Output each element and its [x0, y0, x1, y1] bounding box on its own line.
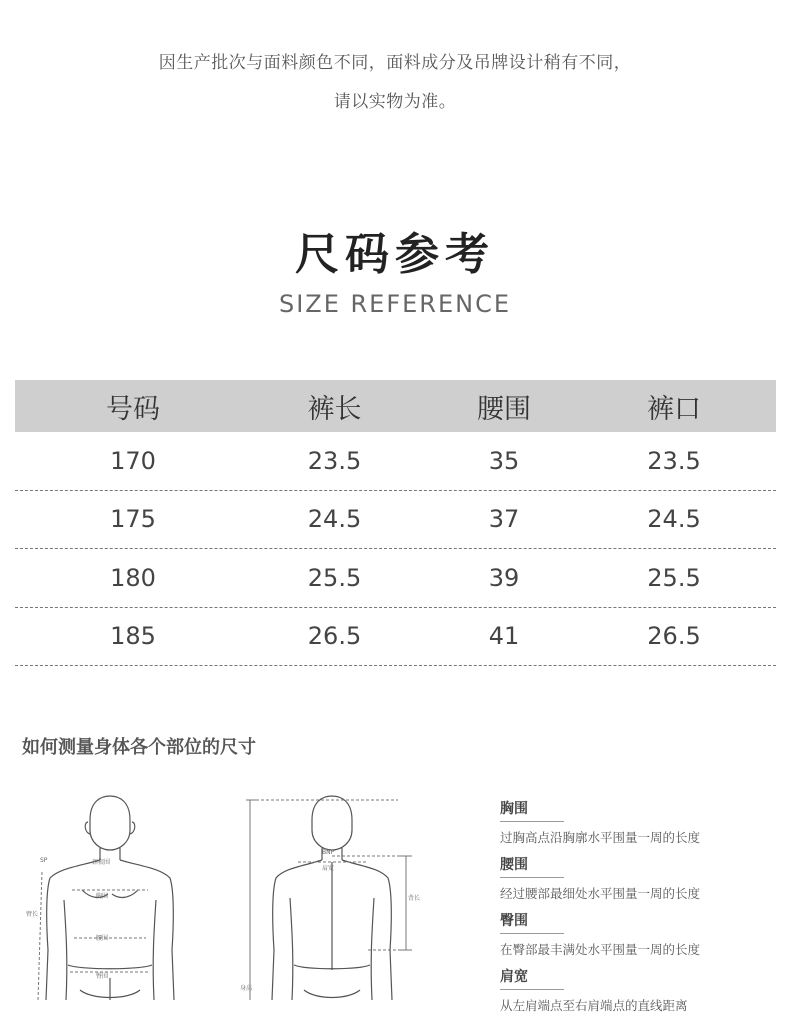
cell-length: 26.5 — [307, 622, 362, 651]
label-neck: 颈根围 — [92, 859, 111, 866]
def-term-chest: 胸围 — [500, 801, 528, 817]
table-row — [15, 491, 776, 550]
divider — [500, 877, 564, 878]
label-shoulder: 肩宽 — [322, 865, 335, 872]
cell-hem: 25.5 — [647, 563, 701, 592]
cell-size: 180 — [110, 563, 156, 592]
measure-heading: 如何测量身体各个部位的尺寸 — [22, 737, 256, 758]
def-desc-waist: 经过腰部最细处水平围量一周的长度 — [500, 886, 701, 901]
section-title: 尺码参考 — [295, 229, 495, 280]
def-desc-shoulder: 从左肩端点至右肩端点的直线距离 — [500, 998, 688, 1013]
label-arm: 臂长 — [26, 911, 39, 918]
header-hem: 裤口 — [647, 393, 701, 425]
notice-line-2: 请以实物为准。 — [333, 92, 457, 112]
header-waist: 腰围 — [477, 393, 531, 425]
divider — [500, 989, 564, 990]
cell-waist: 41 — [488, 622, 520, 651]
back-body-figure — [238, 790, 438, 1000]
def-term-hip: 臀围 — [500, 913, 528, 929]
def-term-shoulder: 肩宽 — [500, 969, 528, 985]
def-term-waist: 腰围 — [500, 857, 528, 873]
cell-hem: 24.5 — [647, 505, 701, 534]
front-body-figure — [20, 790, 210, 1000]
cell-size: 175 — [110, 505, 156, 534]
divider — [500, 821, 564, 822]
label-height: 身高 — [240, 985, 253, 992]
measurement-definitions — [500, 798, 780, 1022]
cell-length: 24.5 — [307, 505, 362, 534]
cell-length: 23.5 — [307, 446, 362, 475]
cell-waist: 37 — [488, 505, 520, 534]
cell-size: 170 — [110, 446, 156, 475]
table-header — [15, 380, 776, 432]
cell-hem: 23.5 — [647, 446, 701, 475]
cell-hem: 26.5 — [647, 622, 701, 651]
cell-length: 25.5 — [307, 563, 362, 592]
def-desc-hip: 在臀部最丰满处水平围量一周的长度 — [500, 942, 701, 957]
divider — [500, 933, 564, 934]
def-desc-chest: 过胸高点沿胸廓水平围量一周的长度 — [500, 830, 701, 845]
section-subtitle: SIZE REFERENCE — [278, 290, 512, 318]
size-table — [15, 380, 776, 666]
cell-waist: 35 — [488, 446, 520, 475]
table-row — [15, 608, 776, 667]
label-back-length: 背长 — [408, 895, 421, 902]
label-chest: 胸围 — [96, 893, 109, 900]
label-sp: SP — [40, 857, 48, 864]
table-row — [15, 549, 776, 608]
label-waist: 腰围 — [96, 935, 109, 942]
cell-waist: 39 — [488, 563, 520, 592]
header-length: 裤长 — [307, 393, 362, 425]
cell-size: 185 — [110, 622, 156, 651]
header-size: 号码 — [106, 393, 160, 425]
label-bnp: BNP — [322, 849, 335, 856]
label-hip: 臀围 — [96, 973, 109, 980]
table-row — [15, 432, 776, 491]
notice-line-1: 因生产批次与面料颜色不同，面料成分及吊牌设计稍有不同， — [158, 53, 632, 73]
